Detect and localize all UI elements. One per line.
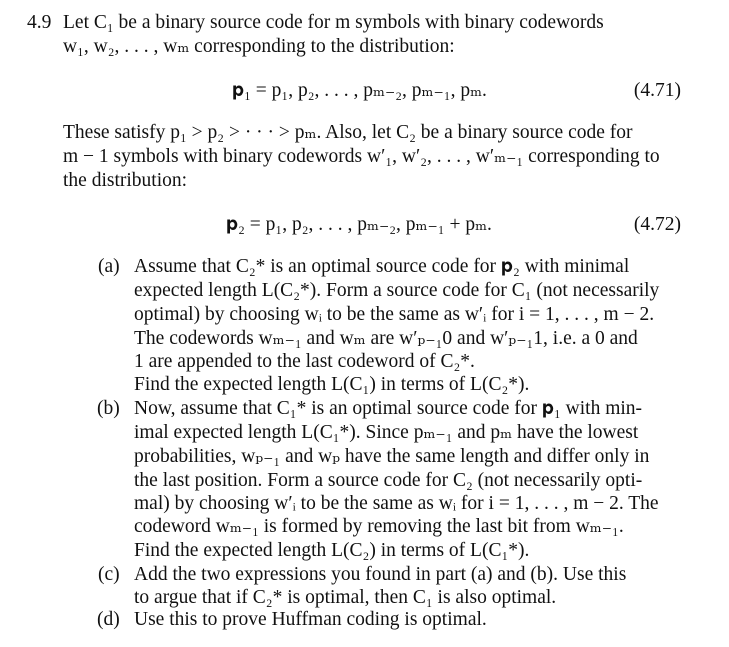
middle-line-1: These satisfy p₁ > p₂ > · · · > pₘ. Also, let C₂ be a binary source code for — [63, 122, 633, 143]
middle-line-2: m − 1 symbols with binary codewords w′₁, w′₂, . . . , w′ₘ₋₁ corresponding to — [63, 146, 660, 167]
middle-line-3: the distribution: — [63, 170, 188, 191]
part-b-line-6: codeword wₘ₋₁ is formed by removing the last bit from wₘ₋₁. — [134, 516, 624, 537]
part-b-line-7: Find the expected length L(C₂) in terms of L(C₁*). — [134, 540, 530, 561]
part-d-label: (d) — [97, 609, 120, 630]
part-b-line-3: probabilities, wₚ₋₁ and wₚ have the same length and differ only in — [134, 446, 650, 467]
part-a-line-1: Assume that C₂* is an optimal source code for 𝐩₂ with minimal — [134, 256, 630, 277]
intro-line-2: w₁, w₂, . . . , wₘ corresponding to the distribution: — [63, 36, 455, 57]
equation-number-4-71: (4.71) — [633, 80, 681, 101]
part-a-line-6: Find the expected length L(C₁) in terms of L(C₂*). — [134, 374, 530, 395]
part-d-line-1: Use this to prove Huffman coding is optimal. — [134, 609, 487, 630]
part-a-line-3: optimal) by choosing wᵢ to be the same as w′ᵢ for i = 1, . . . , m − 2. — [134, 304, 655, 325]
part-b-line-1: Now, assume that C₁* is an optimal source code for 𝐩₁ with min- — [134, 398, 643, 419]
part-a-line-5: 1 are appended to the last codeword of C₂*. — [134, 351, 475, 372]
part-b-line-2: imal expected length L(C₁*). Since pₘ₋₁ and pₘ have the lowest — [134, 422, 639, 443]
intro-line-1: Let C₁ be a binary source code for m symbols with binary codewords — [63, 12, 604, 33]
part-a-line-2: expected length L(C₂*). Form a source code for C₁ (not necessarily — [134, 280, 660, 301]
part-a-label: (a) — [98, 256, 120, 277]
part-c-label: (c) — [98, 564, 120, 585]
problem-number: 4.9 — [27, 12, 52, 33]
equation-4-71: 𝐩₁ = p₁, p₂, . . . , pₘ₋₂, pₘ₋₁, pₘ. — [232, 80, 487, 101]
part-c-line-2: to argue that if C₂* is optimal, then C₁ is also optimal. — [134, 587, 557, 608]
part-b-line-4: the last position. Form a source code for C₂ (not necessarily opti- — [134, 470, 643, 491]
part-b-line-5: mal) by choosing w′ᵢ to be the same as wᵢ for i = 1, . . . , m − 2. The — [134, 493, 659, 514]
part-b-label: (b) — [97, 398, 120, 419]
part-c-line-1: Add the two expressions you found in part (a) and (b). Use this — [134, 564, 627, 585]
equation-number-4-72: (4.72) — [633, 214, 681, 235]
equation-4-72: 𝐩₂ = p₁, p₂, . . . , pₘ₋₂, pₘ₋₁ + pₘ. — [226, 214, 492, 235]
part-a-line-4: The codewords wₘ₋₁ and wₘ are w′ₚ₋₁0 and w′ₚ₋₁1, i.e. a 0 and — [134, 328, 638, 349]
